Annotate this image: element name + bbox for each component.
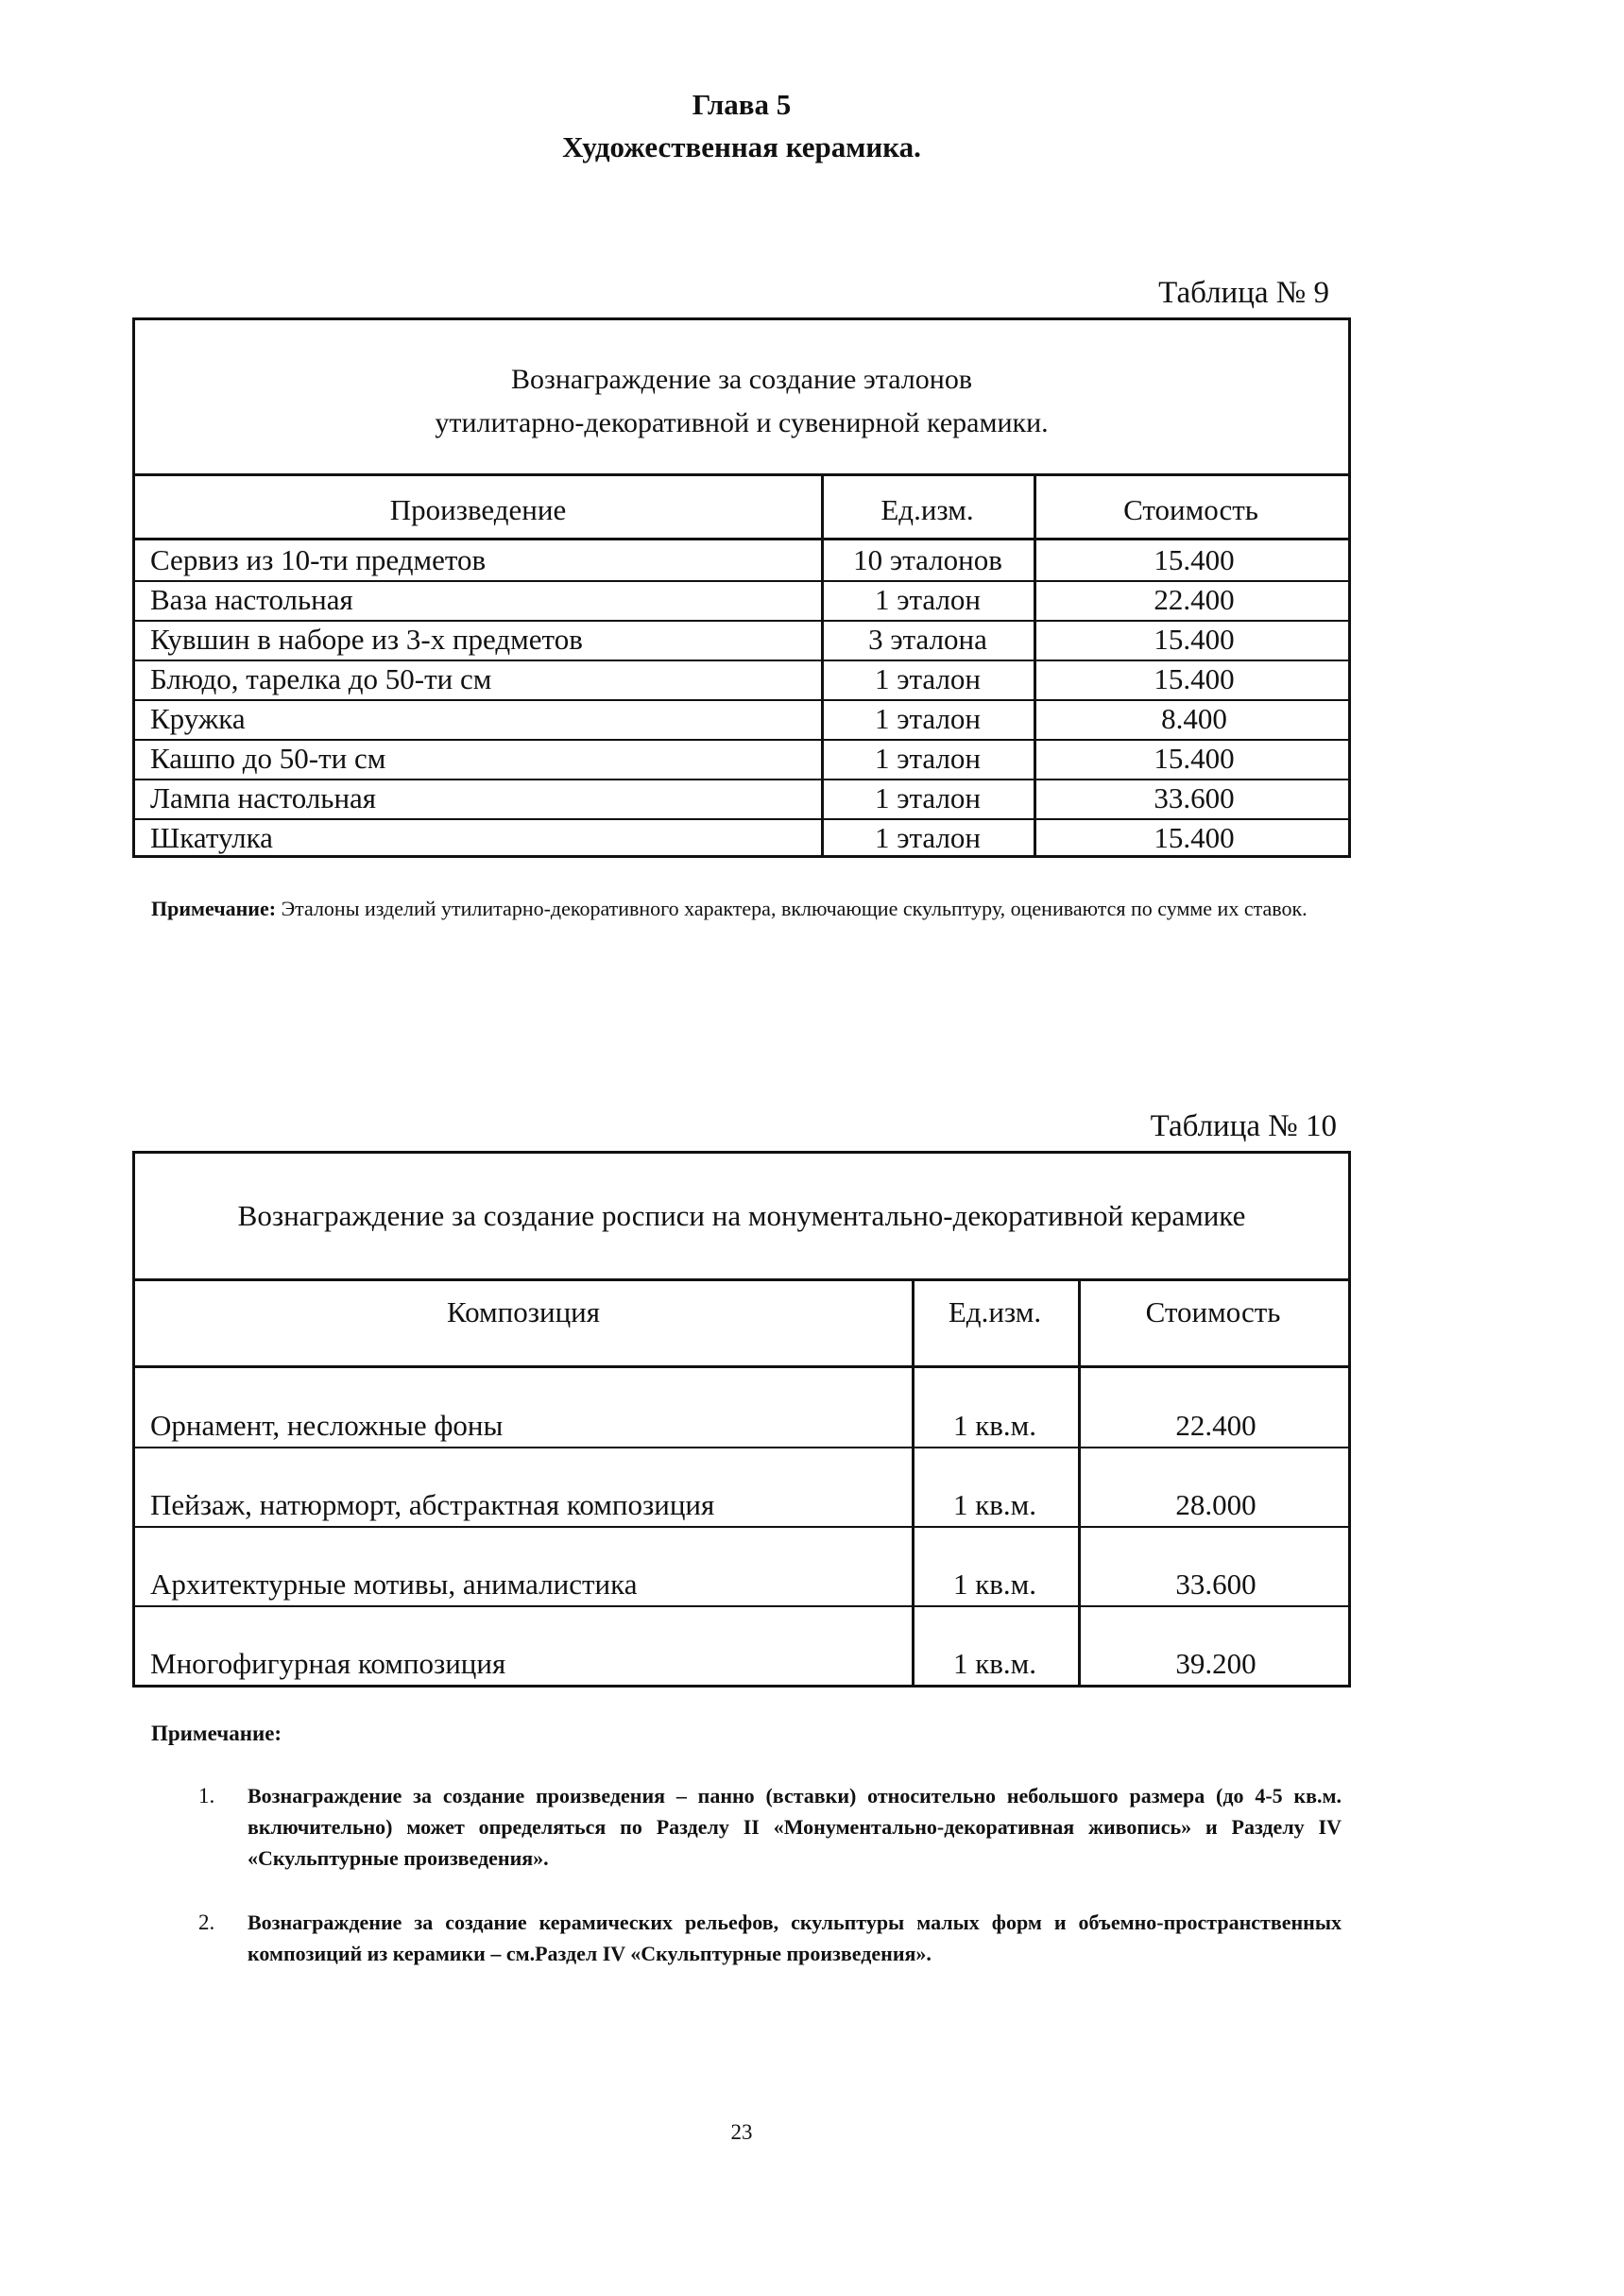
table-row	[135, 698, 1348, 741]
note-item-text: Вознаграждение за создание керамических рельефов, скульптуры малых форм и объемно-пространственных композиций из керамики – см.Раздел IV «Скульптурные произведения».	[248, 1910, 1342, 1965]
work-name: Кружка	[150, 702, 246, 735]
note-item-number: 2.	[198, 1910, 215, 1934]
unit: 1 кв.м.	[952, 1647, 1037, 1680]
note-item-text: Вознаграждение за создание произведения – панно (вставки) относительно небольшого размера (до 4-5 кв.м. включительно) может определяться по Разделу II «Монументально-декоративная живопись» и Разделу IV «Скульптурные произведения».	[248, 1784, 1342, 1870]
cost: 22.400	[1175, 1409, 1256, 1442]
composition: Орнамент, несложные фоны	[150, 1409, 504, 1442]
chapter-title: Художественная керамика.	[562, 130, 921, 163]
table-9-header-cost: Стоимость	[1123, 493, 1258, 526]
unit: 1 кв.м.	[952, 1568, 1037, 1601]
table-9	[132, 317, 1351, 858]
cost: 39.200	[1175, 1647, 1256, 1680]
table-row	[135, 817, 1348, 858]
table-row	[135, 1447, 1348, 1528]
table-9-caption-line-1: Вознаграждение за создание эталонов	[511, 364, 972, 395]
table-9-header-work: Произведение	[389, 493, 567, 526]
cost: 22.400	[1154, 583, 1235, 616]
unit: 1 эталон	[874, 662, 982, 695]
composition: Архитектурные мотивы, анималистика	[150, 1568, 638, 1601]
table-10-header-unit: Ед.изм.	[948, 1295, 1042, 1328]
cost: 33.600	[1154, 781, 1235, 814]
chapter-heading	[0, 83, 1483, 168]
cost: 15.400	[1154, 662, 1235, 695]
table-row	[135, 619, 1348, 661]
table-row	[135, 540, 1348, 582]
unit: 10 эталонов	[853, 543, 1002, 576]
chapter-number: Глава 5	[692, 88, 792, 121]
table-10-number: Таблица № 10	[1150, 1109, 1337, 1143]
work-name: Сервиз из 10-ти предметов	[150, 543, 487, 576]
table-row	[135, 738, 1348, 780]
work-name: Ваза настольная	[150, 583, 353, 616]
table-9-caption	[135, 358, 1348, 445]
table-row	[135, 579, 1348, 622]
cost: 33.600	[1175, 1568, 1256, 1601]
table-9-number: Таблица № 9	[1158, 276, 1329, 310]
table-10-body	[135, 1367, 1348, 1685]
unit: 1 эталон	[874, 583, 982, 616]
cost: 28.000	[1175, 1488, 1256, 1521]
table-row	[135, 659, 1348, 701]
unit: 1 кв.м.	[952, 1409, 1037, 1442]
work-name: Кувшин в наборе из 3-х предметов	[150, 623, 583, 656]
table-row	[135, 778, 1348, 820]
table-10-header-composition: Композиция	[446, 1295, 601, 1328]
table-row	[135, 1605, 1348, 1685]
unit: 1 эталон	[874, 781, 982, 814]
note-label: Примечание:	[151, 897, 277, 920]
cost: 15.400	[1154, 623, 1235, 656]
note-table-10-label: Примечание:	[151, 1722, 282, 1745]
note-text: Эталоны изделий утилитарно-декоративного характера, включающие скульптуру, оцениваются по сумме их ставок.	[281, 897, 1308, 920]
cost: 15.400	[1154, 742, 1235, 775]
unit: 1 эталон	[874, 702, 982, 735]
cost: 15.400	[1154, 543, 1235, 576]
table-10-caption: Вознаграждение за создание росписи на монументально-декоративной керамике	[237, 1199, 1246, 1232]
cost: 15.400	[1154, 821, 1235, 854]
work-name: Шкатулка	[150, 821, 273, 854]
unit: 1 эталон	[874, 821, 982, 854]
table-10	[132, 1151, 1351, 1688]
note-item-number: 1.	[198, 1784, 215, 1808]
note-table-9	[151, 894, 1343, 923]
composition: Многофигурная композиция	[150, 1647, 506, 1680]
unit: 1 эталон	[874, 742, 982, 775]
cost: 8.400	[1161, 702, 1227, 735]
work-name: Лампа настольная	[150, 781, 377, 814]
table-9-body	[135, 540, 1348, 855]
table-10-header-cost: Стоимость	[1145, 1295, 1281, 1328]
unit: 1 кв.м.	[952, 1488, 1037, 1521]
composition: Пейзаж, натюрморт, абстрактная композиция	[150, 1488, 715, 1521]
unit: 3 эталона	[868, 623, 987, 656]
table-row	[135, 1526, 1348, 1607]
table-row	[135, 1367, 1348, 1448]
table-9-header-unit: Ед.изм.	[880, 493, 974, 526]
table-9-caption-line-2: утилитарно-декоративной и сувенирной керамики.	[435, 407, 1049, 438]
page-number: 23	[730, 2120, 753, 2144]
work-name: Кашпо до 50-ти см	[150, 742, 386, 775]
work-name: Блюдо, тарелка до 50-ти см	[150, 662, 492, 695]
